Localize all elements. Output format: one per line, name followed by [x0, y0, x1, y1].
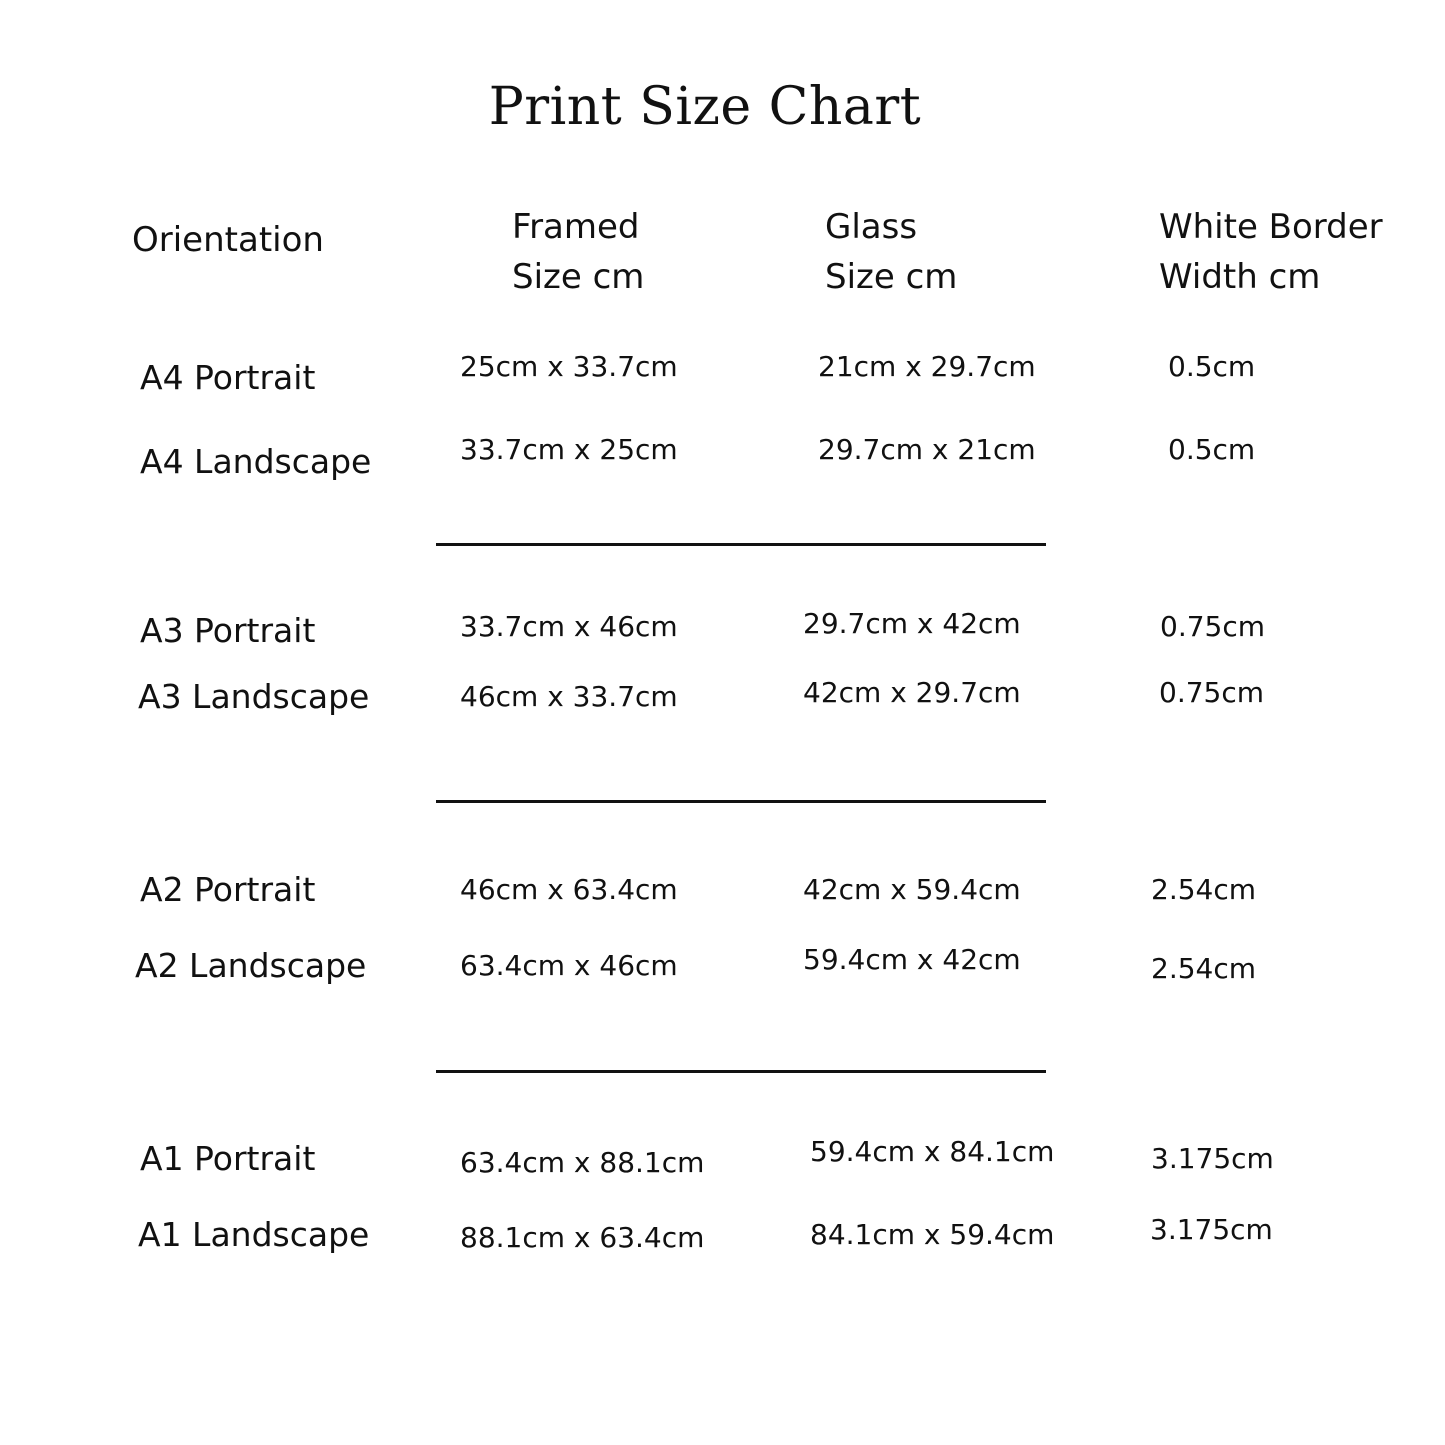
- row-a2-landscape-orientation: A2 Landscape: [135, 946, 367, 985]
- row-a2-portrait-orientation: A2 Portrait: [140, 870, 316, 909]
- row-a1-portrait-glass: 59.4cm x 84.1cm: [810, 1135, 1055, 1168]
- row-a1-portrait-border: 3.175cm: [1151, 1142, 1274, 1175]
- header-glass-line2: Size cm: [825, 257, 958, 297]
- header-framed-line2: Size cm: [512, 257, 645, 297]
- row-a4-portrait-orientation: A4 Portrait: [140, 358, 316, 397]
- row-a3-portrait-border: 0.75cm: [1160, 610, 1266, 643]
- row-a1-landscape-orientation: A1 Landscape: [138, 1215, 370, 1254]
- row-a1-portrait-framed: 63.4cm x 88.1cm: [460, 1146, 705, 1179]
- group-divider-3: [436, 1070, 1046, 1073]
- page-title: Print Size Chart: [488, 77, 922, 137]
- header-orientation: Orientation: [132, 220, 324, 260]
- row-a1-landscape-framed: 88.1cm x 63.4cm: [460, 1221, 705, 1254]
- row-a1-portrait-orientation: A1 Portrait: [140, 1139, 316, 1178]
- row-a2-landscape-glass: 59.4cm x 42cm: [803, 943, 1021, 976]
- row-a4-landscape-border: 0.5cm: [1168, 433, 1256, 466]
- header-border-line2: Width cm: [1159, 257, 1321, 297]
- row-a4-landscape-orientation: A4 Landscape: [140, 442, 372, 481]
- row-a2-portrait-glass: 42cm x 59.4cm: [803, 873, 1021, 906]
- group-divider-1: [436, 543, 1046, 546]
- row-a4-landscape-glass: 29.7cm x 21cm: [818, 433, 1036, 466]
- row-a4-portrait-border: 0.5cm: [1168, 350, 1256, 383]
- row-a1-landscape-border: 3.175cm: [1150, 1213, 1273, 1246]
- row-a4-portrait-glass: 21cm x 29.7cm: [818, 350, 1036, 383]
- group-divider-2: [436, 800, 1046, 803]
- row-a2-landscape-border: 2.54cm: [1151, 952, 1257, 985]
- row-a2-portrait-framed: 46cm x 63.4cm: [460, 873, 678, 906]
- row-a3-portrait-framed: 33.7cm x 46cm: [460, 610, 678, 643]
- row-a3-landscape-border: 0.75cm: [1159, 676, 1265, 709]
- row-a4-portrait-framed: 25cm x 33.7cm: [460, 350, 678, 383]
- row-a3-portrait-glass: 29.7cm x 42cm: [803, 607, 1021, 640]
- row-a4-landscape-framed: 33.7cm x 25cm: [460, 433, 678, 466]
- row-a2-portrait-border: 2.54cm: [1151, 873, 1257, 906]
- header-border-line1: White Border: [1159, 207, 1383, 247]
- row-a1-landscape-glass: 84.1cm x 59.4cm: [810, 1218, 1055, 1251]
- header-glass-line1: Glass: [825, 207, 918, 247]
- header-framed-line1: Framed: [512, 207, 640, 247]
- row-a2-landscape-framed: 63.4cm x 46cm: [460, 949, 678, 982]
- row-a3-portrait-orientation: A3 Portrait: [140, 611, 316, 650]
- row-a3-landscape-glass: 42cm x 29.7cm: [803, 676, 1021, 709]
- row-a3-landscape-orientation: A3 Landscape: [138, 677, 370, 716]
- row-a3-landscape-framed: 46cm x 33.7cm: [460, 680, 678, 713]
